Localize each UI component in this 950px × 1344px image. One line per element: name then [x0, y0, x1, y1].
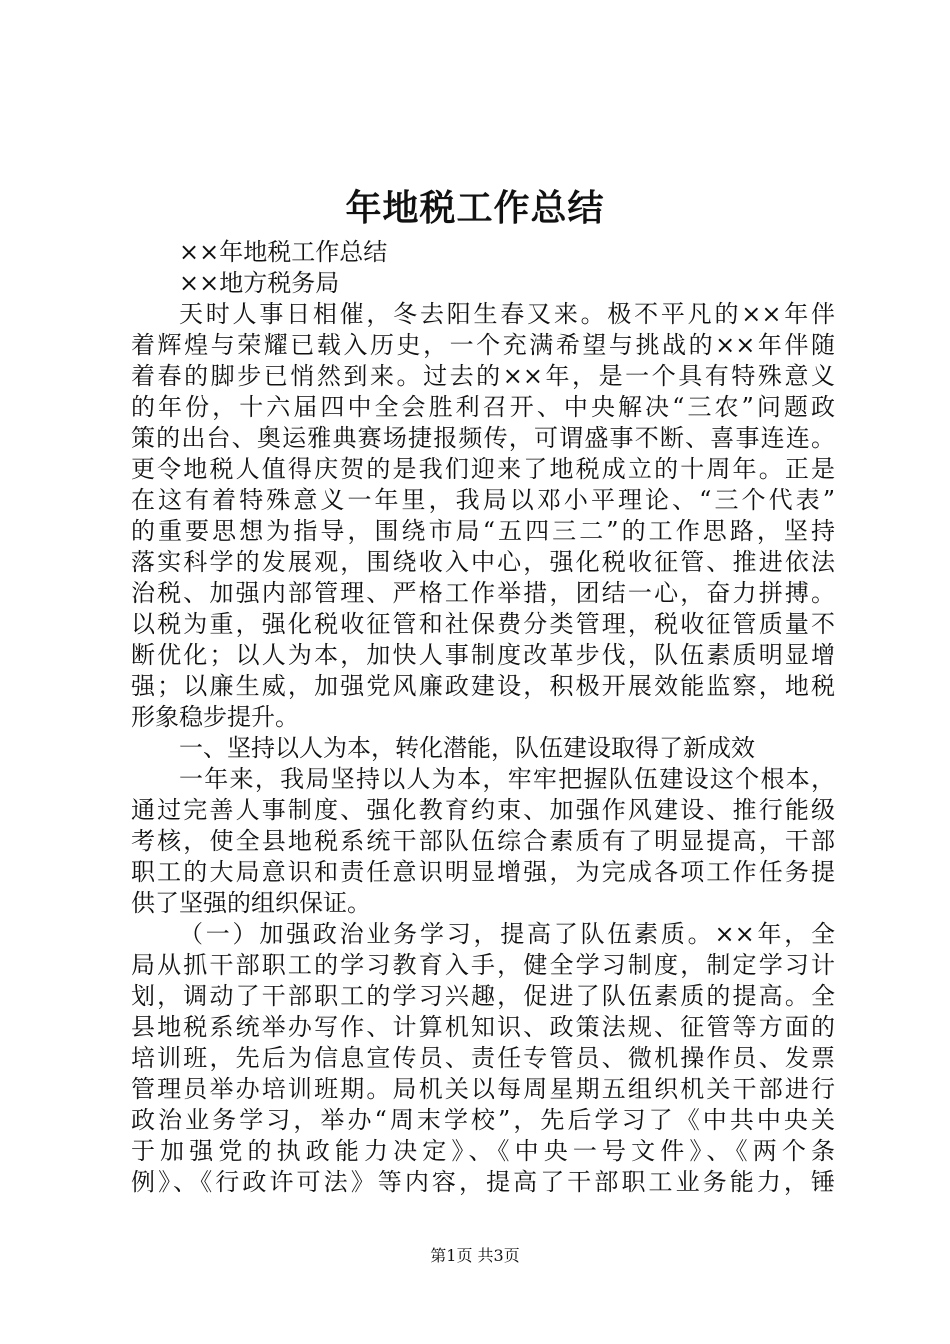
text-line: 治税、加强内部管理、严格工作举措，团结一心，奋力拼搏。	[131, 579, 835, 607]
text-line: 着辉煌与荣耀已载入历史，一个充满希望与挑战的××年伴随	[131, 331, 835, 359]
text-line: 局从抓干部职工的学习教育入手，健全学习制度，制定学习计	[131, 951, 835, 979]
text-line: 在这有着特殊意义一年里，我局以邓小平理论、“三个代表”	[131, 486, 835, 514]
text-line: 于加强党的执政能力决定》、《中央一号文件》、《两个条	[131, 1137, 835, 1165]
text-line: ××年地税工作总结	[179, 238, 388, 266]
document-body	[131, 237, 835, 1198]
text-line: 例》、《行政许可法》等内容，提高了干部职工业务能力，锤	[131, 1168, 835, 1196]
text-line: 的年份，十六届四中全会胜利召开、中央解决“三农”问题政	[131, 393, 835, 421]
text-line: 政治业务学习，举办“周末学校”，先后学习了《中共中央关	[131, 1106, 835, 1134]
text-line: 更令地税人值得庆贺的是我们迎来了地税成立的十周年。正是	[131, 455, 835, 483]
text-line: 着春的脚步已悄然到来。过去的××年，是一个具有特殊意义	[131, 362, 835, 390]
text-line: 天时人事日相催，冬去阳生春又来。极不平凡的××年伴	[179, 300, 835, 328]
text-line: 一年来，我局坚持以人为本，牢牢把握队伍建设这个根本，	[179, 765, 835, 793]
document-title: 年地税工作总结	[345, 187, 605, 229]
page-indicator: 第1页 共3页	[430, 1246, 520, 1265]
text-line: 落实科学的发展观，围绕收入中心，强化税收征管、推进依法	[131, 548, 835, 576]
text-line: 以税为重，强化税收征管和社保费分类管理，税收征管质量不	[131, 610, 835, 638]
text-line: 县地税系统举办写作、计算机知识、政策法规、征管等方面的	[131, 1013, 835, 1041]
text-line: 一、坚持以人为本，转化潜能，队伍建设取得了新成效	[179, 734, 755, 762]
text-line: 考核，使全县地税系统干部队伍综合素质有了明显提高，干部	[131, 827, 835, 855]
text-line: 管理员举办培训班期。局机关以每周星期五组织机关干部进行	[131, 1075, 835, 1103]
text-line: 强；以廉生威，加强党风廉政建设，积极开展效能监察，地税	[131, 672, 835, 700]
text-line: 职工的大局意识和责任意识明显增强，为完成各项工作任务提	[131, 858, 835, 886]
text-line: ××地方税务局	[179, 269, 340, 297]
text-line: （一）加强政治业务学习，提高了队伍素质。××年，全	[179, 920, 835, 948]
text-line: 策的出台、奥运雅典赛场捷报频传，可谓盛事不断、喜事连连。	[131, 424, 835, 452]
text-line: 培训班，先后为信息宣传员、责任专管员、微机操作员、发票	[131, 1044, 835, 1072]
text-line: 划，调动了干部职工的学习兴趣，促进了队伍素质的提高。全	[131, 982, 835, 1010]
text-line: 供了坚强的组织保证。	[131, 889, 371, 917]
text-line: 的重要思想为指导，围绕市局“五四三二”的工作思路，坚持	[131, 517, 835, 545]
text-line: 通过完善人事制度、强化教育约束、加强作风建设、推行能级	[131, 796, 835, 824]
text-line: 形象稳步提升。	[131, 703, 299, 731]
text-line: 断优化；以人为本，加快人事制度改革步伐，队伍素质明显增	[131, 641, 835, 669]
